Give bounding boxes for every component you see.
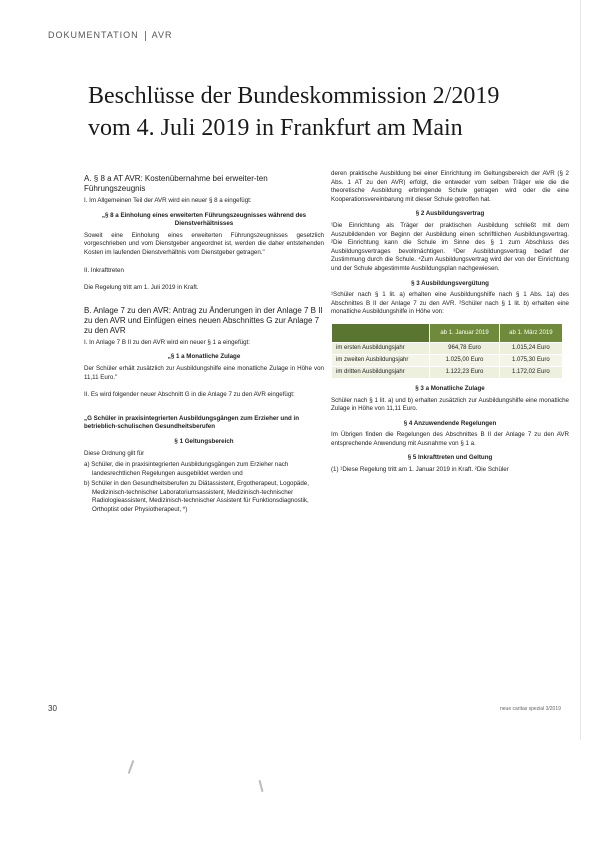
section-b-intro: I. In Anlage 7 B II zu den AVR wird ein neuer § 1 a eingefügt: <box>84 338 251 346</box>
right-column <box>331 170 569 478</box>
row-value-1: 964,78 Euro <box>430 342 499 354</box>
page-header <box>48 30 173 41</box>
paragraph-8a-text: Soweit eine Einholung eines erweiterten Führungszeugnisses gesetzlich vorgeschrieben und vom Dienstgeber angeordnet ist, werden die daher entstehenden Kosten im laufenden Dienstverhältnis vom Dienstgeber getragen." <box>84 231 324 256</box>
table-row <box>332 342 563 354</box>
row-label: im dritten Ausbildungsjahr <box>332 366 430 378</box>
header-section: DOKUMENTATION <box>48 30 139 40</box>
paragraph-1a-text: Der Schüler erhält zusätzlich zur Ausbildungshilfe eine monatliche Zulage in Höhe von 11,11 Euro." <box>84 364 324 381</box>
scan-speck <box>128 760 135 774</box>
table-row <box>332 354 563 366</box>
paragraph-5-text: (1) ¹Diese Regelung tritt am 1. Januar 2019 in Kraft. ²Die Schüler <box>331 466 509 474</box>
row-value-2: 1.172,02 Euro <box>499 366 562 378</box>
inkrafttreten-text: Die Regelung tritt am 1. Juli 2019 in Kraft. <box>84 284 199 292</box>
section-a-heading: A. § 8 a AT AVR: Kostenübernahme bei erweiter-ten Führungszeugnis <box>84 174 268 193</box>
table-header-col1: ab 1. Januar 2019 <box>430 323 499 342</box>
inkrafttreten-heading: II. Inkrafttreten <box>84 266 124 274</box>
paragraph-8a-heading: „§ 8 a Einholung eines erweiterten Führungszeugnisses während des Dienstverhältnisses <box>101 211 307 228</box>
header-category: AVR <box>151 30 173 40</box>
title-line-1: Beschlüsse der Bundeskommission 2/2019 <box>88 83 500 109</box>
section-b-heading: B. Anlage 7 zu den AVR: Antrag zu Änderungen in der Anlage 7 B II zu den AVR und Einfügen eines neuen Abschnittes G zur Anlage 7 zu den AVR <box>84 305 323 335</box>
scan-speck <box>258 780 263 792</box>
table-header-empty <box>332 323 430 342</box>
table-row <box>332 366 563 378</box>
table-header-row <box>332 323 563 342</box>
row-value-2: 1.015,24 Euro <box>499 342 562 354</box>
paragraph-2-heading: § 2 Ausbildungsvertrag <box>415 210 485 218</box>
paragraph-3-text: ¹Schüler nach § 1 lit. a) erhalten eine Ausbildungshilfe nach § 1 Abs. 1a) des Abschnittes B II der Anlage 7 zu den AVR. ²Schüler nach § 1 lit. b) erhalten eine monatliche Ausbildungshilfe in Höhe von: <box>331 291 569 316</box>
paragraph-2-text: ¹Die Einrichtung als Träger der praktischen Ausbildung schließt mit dem Auszubildenden vor Beginn der Ausbildung einen schriftlichen Ausbildungsvertrag. ²Die Einrichtung kann die Schule im Sinne des § 1 zum Abschluss des Ausbildungsvertrages bevollmächtigen. ³Der Ausbildungsvertrag bedarf der Zustimmung durch die Schule. ⁴Zum Ausbildungsvertrag wird der von der Einrichtung und der Schule abgestimmte Ausbildungsplan nachgewiesen. <box>331 221 569 272</box>
paragraph-3a-text: Schüler nach § 1 lit. a) und b) erhalten zusätzlich zur Ausbildungshilfe eine monatliche Zulage in Höhe von 11,11 Euro. <box>331 396 569 413</box>
paragraph-1-heading: § 1 Geltungsbereich <box>174 437 234 445</box>
scan-margin <box>0 740 607 842</box>
section-g-heading: „G Schüler in praxisintegrierten Ausbildungsgängen zum Erzieher und in betrieblich-schulischen Gesundheitsberufen <box>84 414 299 431</box>
paragraph-3a-heading: § 3 a Monatliche Zulage <box>415 384 485 392</box>
continued-text: deren praktische Ausbildung bei einer Einrichtung im Geltungsbereich der AVR (§ 2 Abs. 1 AT zu den AVR) erfolgt, die entweder vom selben Träger wie die die theoretische Ausbildung erbringende Schule getragen wird oder die eine Kooperationsvereinbarung mit dieser Schule getroffen hat. <box>331 170 569 203</box>
header-divider <box>145 31 146 41</box>
paragraph-1-intro: Diese Ordnung gilt für <box>84 449 145 457</box>
table-header-col2: ab 1. März 2019 <box>499 323 562 342</box>
left-column <box>84 170 324 517</box>
paragraph-1-item-b: b) Schüler in den Gesundheitsberufen zu Diätassistent, Ergotherapeut, Logopäde, Medizinisch-technischer Laboratoriumsassistent, Medizinisch-technischer Radiologieassistent, Medizinisch-technischer Assistent für Funktionsdiagnostik, Orthoptist oder Physiotherapeut, *) <box>84 480 309 514</box>
page-number: 30 <box>48 704 57 713</box>
section-a-intro: I. Im Allgemeinen Teil der AVR wird ein neuer § 8 a eingefügt: <box>84 197 252 204</box>
allowance-table <box>331 323 563 379</box>
paragraph-4-text: Im Übrigen finden die Regelungen des Abschnittes B II der Anlage 7 zu den AVR entsprechende Anwendung mit Ausnahme von § 1 a. <box>331 431 569 447</box>
paragraph-3-heading: § 3 Ausbildungsvergütung <box>411 279 489 287</box>
paragraph-1a-heading: „§ 1 a Monatliche Zulage <box>167 353 241 361</box>
paragraph-4-heading: § 4 Anzuwendende Regelungen <box>403 419 497 427</box>
row-value-1: 1.122,23 Euro <box>430 366 499 378</box>
paragraph-1-item-a: a) Schüler, die in praxisintegrierten Ausbildungsgängen zum Erzieher nach landesrechtlichen Regelungen ausgebildet werden und <box>84 461 289 477</box>
row-label: im ersten Ausbildungsjahr <box>332 342 430 354</box>
row-value-2: 1.075,30 Euro <box>499 354 562 366</box>
publication-name: neue caritas spezial 3/2019 <box>500 706 561 712</box>
section-b-ii-text: II. Es wird folgender neuer Abschnitt G in die Anlage 7 zu den AVR eingefügt: <box>84 391 295 399</box>
row-value-1: 1.025,00 Euro <box>430 354 499 366</box>
title-line-2: vom 4. Juli 2019 in Frankfurt am Main <box>88 115 463 141</box>
row-label: im zweiten Ausbildungsjahr <box>332 354 430 366</box>
paragraph-5-heading: § 5 Inkrafttreten und Geltung <box>407 454 493 462</box>
page-title <box>88 80 558 144</box>
